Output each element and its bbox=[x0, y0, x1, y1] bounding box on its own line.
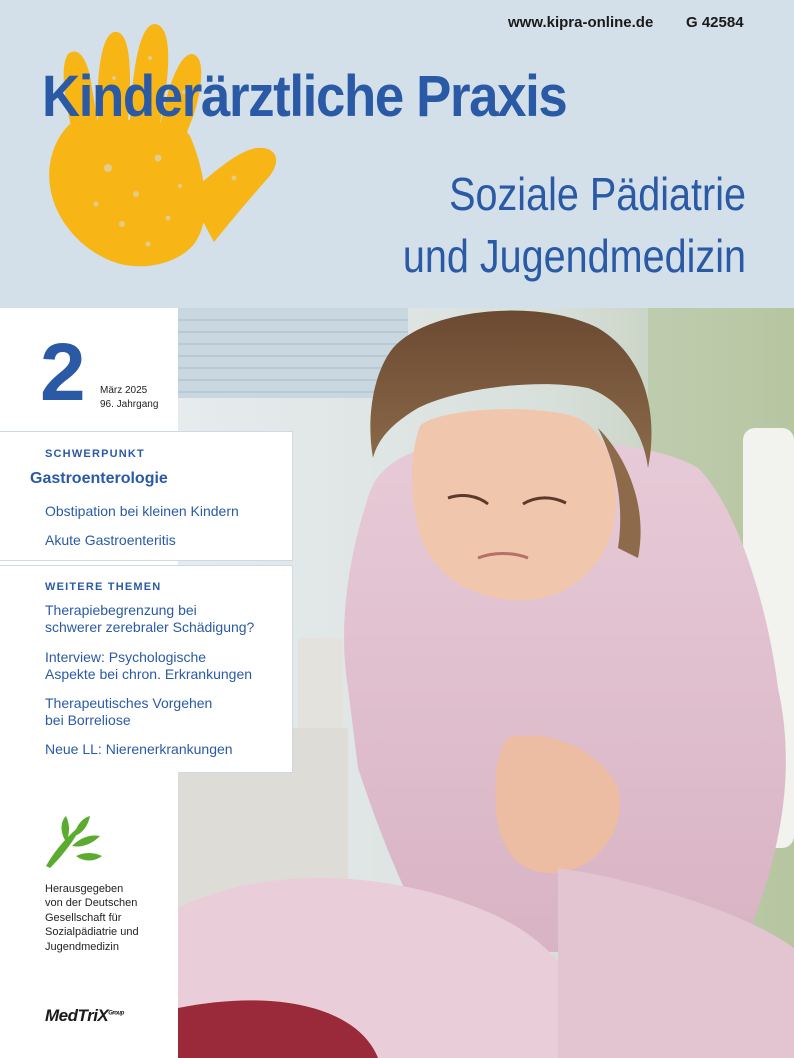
more-article-1-line2: schwerer zerebraler Schädigung? bbox=[45, 619, 255, 635]
more-article-3-line2: bei Borreliose bbox=[45, 712, 131, 728]
publisher-line-3: Gesellschaft für bbox=[45, 911, 122, 924]
more-article-2-line1: Interview: Psychologische bbox=[45, 649, 207, 665]
publisher-line-4: Sozialpädiatrie und bbox=[45, 926, 139, 939]
website-url: www.kipra-online.de bbox=[508, 14, 654, 31]
medtrix-logo bbox=[45, 1006, 124, 1026]
focus-topic: Gastroenterologie bbox=[30, 470, 168, 487]
more-article-1 bbox=[45, 602, 254, 636]
focus-article-2: Akute Gastroenteritis bbox=[45, 532, 176, 548]
more-article-1-line1: Therapiebegrenzung bei bbox=[45, 602, 197, 618]
issue-date: März 2025 bbox=[100, 385, 148, 396]
more-article-2 bbox=[45, 649, 252, 683]
magazine-subtitle-line2: und Jugendmedizin bbox=[402, 230, 746, 282]
more-article-3 bbox=[45, 695, 212, 729]
medtrix-name: MedTriX bbox=[45, 1006, 109, 1025]
publisher-line-2: von der Deutschen bbox=[45, 897, 138, 910]
more-article-3-line1: Therapeutisches Vorgehen bbox=[45, 695, 213, 711]
society-logo-icon bbox=[42, 812, 104, 870]
publisher-line-1: Herausgegeben bbox=[45, 883, 124, 895]
more-article-4 bbox=[45, 741, 233, 758]
issue-number: 2 bbox=[40, 327, 86, 418]
more-article-2-line2: Aspekte bei chron. Erkrankungen bbox=[45, 666, 253, 682]
issue-box bbox=[0, 308, 178, 432]
focus-article-1: Obstipation bei kleinen Kindern bbox=[45, 503, 239, 519]
more-article-4-line1: Neue LL: Nierenerkrankungen bbox=[45, 741, 233, 757]
cover-header bbox=[0, 0, 794, 308]
more-topics-heading: WEITERE THEMEN bbox=[45, 581, 162, 593]
postal-number: G 42584 bbox=[686, 14, 744, 31]
magazine-title: Kinderärztliche Praxis bbox=[42, 64, 567, 129]
publisher-line-5: Jugendmedizin bbox=[45, 940, 119, 953]
focus-heading: SCHWERPUNKT bbox=[45, 448, 145, 460]
medtrix-group-label: Group bbox=[108, 1010, 124, 1017]
magazine-subtitle-line1: Soziale Pädiatrie bbox=[449, 168, 746, 220]
issue-volume: 96. Jahrgang bbox=[100, 399, 159, 410]
publisher-text bbox=[45, 882, 139, 954]
